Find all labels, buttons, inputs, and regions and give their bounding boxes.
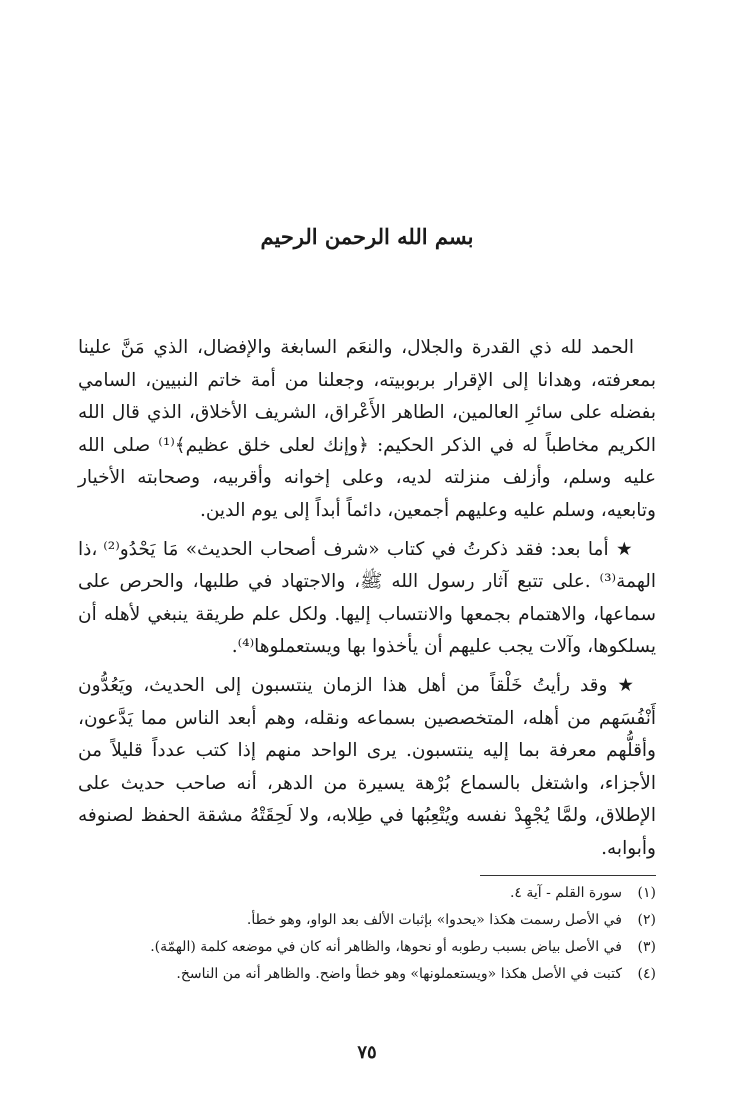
footnote-number: (١) <box>637 885 656 901</box>
footnote-text: كتبت في الأصل هكذا «ويستعملونها» وهو خطأ واضح. والظاهر أنه من الناسخ. <box>176 966 622 982</box>
footnote-number: (٤) <box>637 966 656 982</box>
footnotes <box>78 880 656 988</box>
basmala-heading: بسم الله الرحمن الرحيم <box>260 224 474 249</box>
footnote-divider <box>480 875 656 876</box>
footnote-text: في الأصل رسمت هكذا «يحدوا» بإثبات الألف بعد الواو، وهو خطأ. <box>246 912 622 928</box>
main-text <box>78 332 656 872</box>
footnote-item <box>78 961 656 988</box>
footnote-number: (٣) <box>637 939 656 955</box>
footnote-item <box>78 934 656 961</box>
page-number: ٧٥ <box>357 1042 377 1063</box>
paragraph-observation: ★ وقد رأيتُ خَلْقاً من أهل هذا الزمان ينتسبون إلى الحديث، ويَعُدُّون أَنْفُسَهم من أهله، المتخصصين بسماعه ونقله، وهم أبعد الناس مما يَدَّعون، وأقلُّهم معرفة بما إليه ينتسبون. يرى الواحد منهم إذا كتب عدداً قليلاً من الأجزاء، واشتغل بالسماع بُرْهة يسيرة من الدهر، أنه صاحب حديث على الإطلاق، ولمَّا يُجْهِدْ نفسه ويُتْعِبُها في طِلابه، ولا لَحِقَتْهُ مشقة الحفظ لصنوفه وأبوابه. <box>78 674 656 859</box>
footnote-number: (٢) <box>637 912 656 928</box>
footnote-text: في الأصل بياض بسبب رطوبه أو نحوها، والظاهر أنه كان في موضعه كلمة (الهمّة). <box>150 939 622 955</box>
footnote-item <box>78 880 656 907</box>
footnote-text: سورة القلم - آية ٤. <box>509 885 622 901</box>
paragraph-intro: ★ أما بعد: فقد ذكرتُ في كتاب «شرف أصحاب الحديث» مَا يَحْدُو⁽²⁾ ،ذا الهمة⁽³⁾ .على تتبع آثار رسول الله ﷺ، والاجتهاد في طلبها، والحرص على سماعها، والاهتمام بجمعها والانتساب إليها. ولكل علم طريقة ينبغي لأهله أن يسلكوها، وآلات يجب عليهم أن يأخذوا بها ويستعملوها⁽⁴⁾. <box>78 538 656 658</box>
paragraph-praise: الحمد لله ذي القدرة والجلال، والنعَم السابغة والإفضال، الذي مَنَّ علينا بمعرفته، وهدانا إلى الإقرار بربوبيته، وجعلنا من أمة خاتم النبيين، السامي بفضله على سائرِ العالمين، الطاهر الأَعْراق، الشريف الأخلاق، الذي قال الله الكريم مخاطباً له في الذكر الحكيم: ﴿وإنك لعلى خلق عظيم﴾⁽¹⁾ صلى الله عليه وسلم، وأزلف منزلته لديه، وعلى إخوانه وأقربيه، وصحابته الأخيار وتابعيه، وسلم عليه وعليهم أجمعين، دائماً أبداً إلى يوم الدين. <box>78 337 656 521</box>
footnote-item <box>78 907 656 934</box>
